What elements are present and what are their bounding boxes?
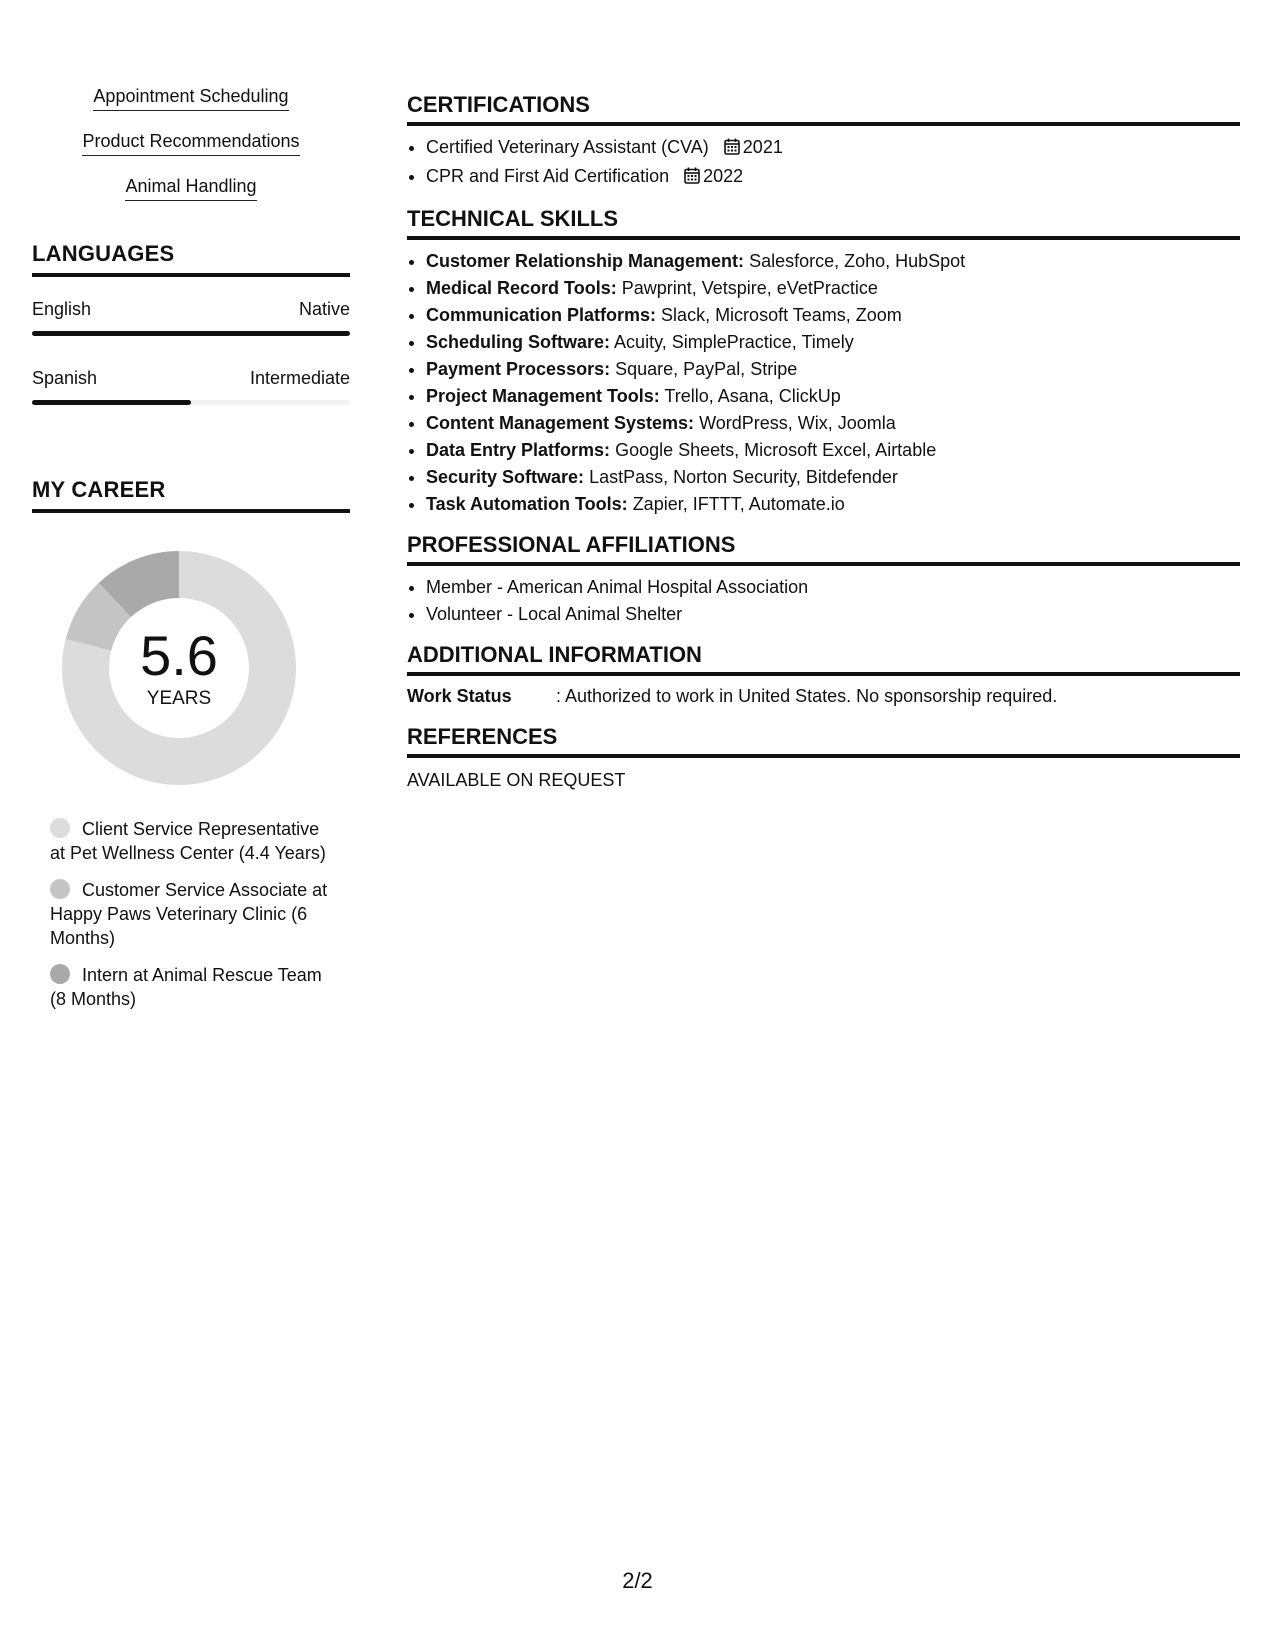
- technical-skill-item: • Payment Processors: Square, PayPal, Stripe: [426, 356, 1240, 383]
- language-level: Native: [298, 299, 350, 319]
- skills-list: [32, 84, 350, 219]
- additional-info-title: ADDITIONAL INFORMATION: [407, 642, 1240, 676]
- language-item: [32, 366, 350, 405]
- legend-item: [50, 817, 335, 865]
- language-level-bar: [32, 400, 350, 405]
- career-legend: [50, 817, 335, 1011]
- certification-item: [426, 163, 1240, 192]
- donut-center: [54, 543, 304, 793]
- technical-skill-item: • Data Entry Platforms: Google Sheets, Microsoft Excel, Airtable: [426, 437, 1240, 464]
- references-section: [407, 724, 1240, 792]
- career-total-unit: YEARS: [146, 688, 212, 709]
- skill-tag: Appointment Scheduling: [93, 84, 288, 111]
- legend-item: [50, 963, 335, 1011]
- technical-skill-item: • Project Management Tools: Trello, Asana, ClickUp: [426, 383, 1240, 410]
- technical-skill-item: • Content Management Systems: WordPress, Wix, Joomla: [426, 410, 1240, 437]
- calendar-icon: [724, 136, 740, 163]
- technical-skill-item: • Scheduling Software: Acuity, SimplePractice, Timely: [426, 329, 1240, 356]
- career-title: MY CAREER: [32, 477, 350, 513]
- technical-skill-item: • Customer Relationship Management: Salesforce, Zoho, HubSpot: [426, 248, 1240, 275]
- technical-skills-section: [407, 206, 1240, 518]
- affiliation-item: • Volunteer - Local Animal Shelter: [426, 601, 1240, 628]
- affiliations-title: PROFESSIONAL AFFILIATIONS: [407, 532, 1240, 566]
- work-status-label: Work Status: [407, 686, 512, 706]
- legend-item: [50, 878, 335, 950]
- certifications-section: [407, 92, 1240, 192]
- language-level-fill: [32, 400, 191, 405]
- language-level-fill: [32, 331, 350, 336]
- legend-label: Client Service Representative at Pet Wellness Center (4.4 Years): [50, 819, 326, 863]
- languages-section: [32, 241, 350, 405]
- certification-year: 2021: [742, 137, 783, 157]
- certification-name: Certified Veterinary Assistant (CVA): [426, 137, 709, 157]
- language-name: Spanish: [32, 368, 98, 388]
- affiliations-section: [407, 532, 1240, 628]
- language-name: English: [32, 299, 92, 319]
- languages-title: LANGUAGES: [32, 241, 350, 277]
- technical-skill-item: • Security Software: LastPass, Norton Security, Bitdefender: [426, 464, 1240, 491]
- references-title: REFERENCES: [407, 724, 1240, 758]
- technical-skill-item: • Task Automation Tools: Zapier, IFTTT, Automate.io: [426, 491, 1240, 518]
- language-item: [32, 297, 350, 336]
- technical-skills-title: TECHNICAL SKILLS: [407, 206, 1240, 240]
- career-total-value: 5.6: [140, 624, 218, 687]
- certification-name: CPR and First Aid Certification: [426, 166, 670, 186]
- technical-skill-item: • Communication Platforms: Slack, Microsoft Teams, Zoom: [426, 302, 1240, 329]
- legend-label: Customer Service Associate at Happy Paws Veterinary Clinic (6 Months): [50, 880, 328, 948]
- language-level-bar: [32, 331, 350, 336]
- calendar-icon: [684, 165, 700, 192]
- legend-dot: [50, 818, 70, 838]
- additional-info-section: [407, 642, 1240, 708]
- certifications-title: CERTIFICATIONS: [407, 92, 1240, 126]
- affiliation-item: • Member - American Animal Hospital Association: [426, 574, 1240, 601]
- references-text: AVAILABLE ON REQUEST: [407, 770, 626, 790]
- language-level: Intermediate: [249, 368, 350, 388]
- certification-item: [426, 134, 1240, 163]
- legend-dot: [50, 964, 70, 984]
- legend-dot: [50, 879, 70, 899]
- page-number: 2/2: [622, 1568, 653, 1593]
- work-status-value: : Authorized to work in United States. No sponsorship required.: [556, 686, 1058, 706]
- legend-label: Intern at Animal Rescue Team (8 Months): [50, 965, 322, 1009]
- skill-tag: Animal Handling: [125, 174, 256, 201]
- career-section: [32, 477, 350, 1011]
- left-column: [32, 84, 350, 1024]
- career-donut-chart: [54, 543, 304, 793]
- right-column: [407, 92, 1240, 792]
- skill-tag: Product Recommendations: [82, 129, 299, 156]
- technical-skill-item: • Medical Record Tools: Pawprint, Vetspire, eVetPractice: [426, 275, 1240, 302]
- certification-year: 2022: [703, 166, 744, 186]
